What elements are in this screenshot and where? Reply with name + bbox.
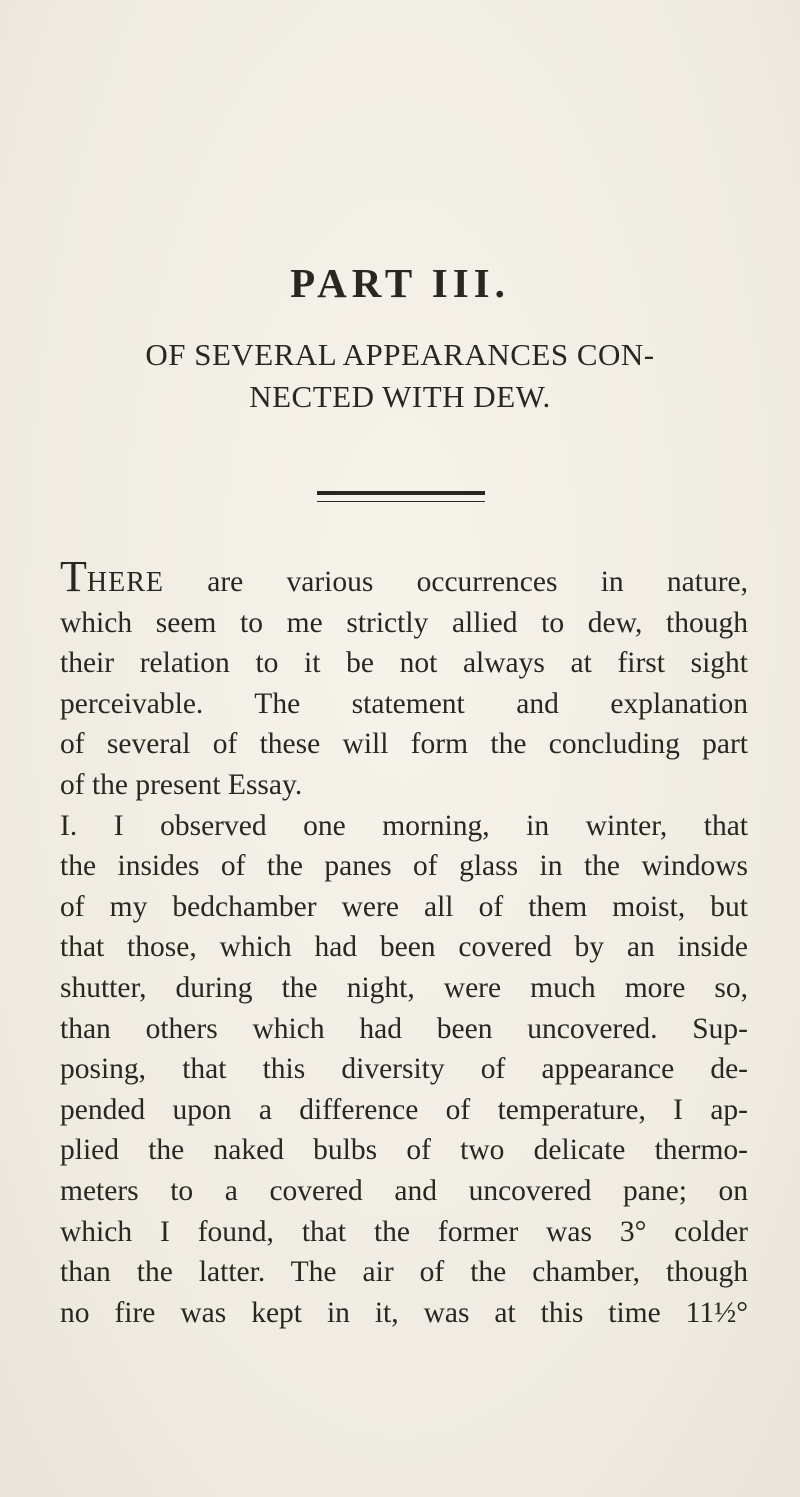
text-line-3: their relation to it be not always at first sight bbox=[60, 647, 748, 680]
text-line-1-rest: are various occurrences in nature, bbox=[164, 566, 748, 598]
chapter-title-line-1: OF SEVERAL APPEARANCES CON- bbox=[145, 337, 655, 372]
chapter-title-line-2: NECTED WITH DEW. bbox=[249, 379, 551, 414]
text-line-19: no fire was kept in it, was at this time 11½° bbox=[60, 1296, 748, 1329]
part-heading: PART III. bbox=[290, 260, 510, 306]
text-line-15: plied the naked bulbs of two delicate thermo- bbox=[60, 1134, 748, 1167]
text-line-4: perceivable. The statement and explanation bbox=[60, 687, 748, 720]
text-line-13: posing, that this diversity of appearance de- bbox=[60, 1053, 748, 1086]
body-text bbox=[60, 552, 748, 1333]
text-line-7: I. I observed one morning, in winter, that bbox=[60, 809, 748, 842]
text-line-2: which seem to me strictly allied to dew, though bbox=[60, 606, 748, 639]
decorative-double-rule bbox=[317, 491, 485, 503]
text-line-16: meters to a covered and uncovered pane; on bbox=[60, 1174, 748, 1207]
text-line-17: which I found, that the former was 3° colder bbox=[60, 1215, 748, 1248]
text-line-5: of several of these will form the concluding part bbox=[60, 728, 748, 761]
text-line-10: that those, which had been covered by an inside bbox=[60, 931, 748, 964]
text-line-18: than the latter. The air of the chamber, though bbox=[60, 1256, 748, 1289]
text-line-6: of the present Essay. bbox=[60, 768, 303, 801]
first-word-small-caps: HERE bbox=[86, 567, 164, 598]
rule-thick-line bbox=[317, 491, 485, 495]
text-line-1 bbox=[60, 552, 748, 603]
text-line-8: the insides of the panes of glass in the windows bbox=[60, 850, 748, 883]
rule-thin-line bbox=[317, 501, 485, 502]
text-line-11: shutter, during the night, were much more so, bbox=[60, 971, 748, 1004]
drop-cap: T bbox=[60, 552, 87, 601]
text-line-14: pended upon a difference of temperature, I ap- bbox=[60, 1093, 748, 1126]
text-line-9: of my bedchamber were all of them moist, but bbox=[60, 890, 748, 923]
text-line-12: than others which had been uncovered. Sup- bbox=[60, 1012, 748, 1045]
chapter-title bbox=[0, 334, 800, 418]
